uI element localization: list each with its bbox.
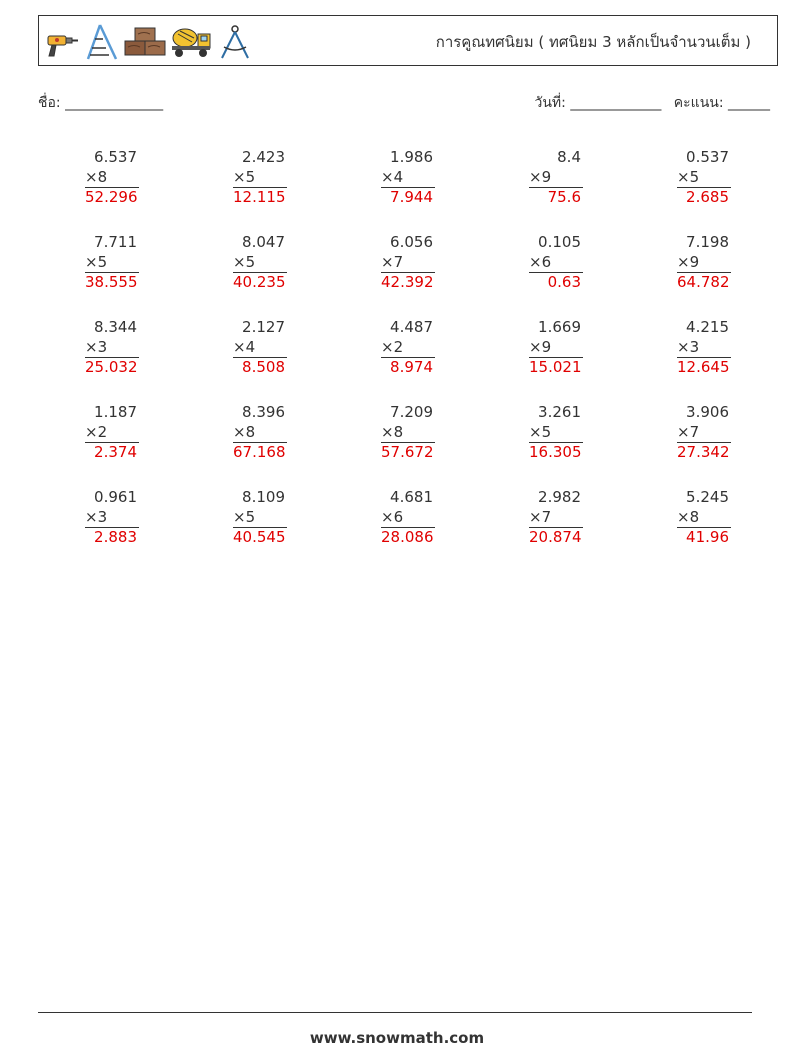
answer: 16.305 [529,443,582,461]
answer: 38.555 [85,273,138,291]
answer: 57.672 [381,443,434,461]
footer-divider [38,1012,752,1013]
ladder-icon [84,23,120,61]
multiplier: ×8 [677,507,700,526]
date-field: วันที่: _____________ [534,95,662,111]
worksheet-header [38,15,778,66]
answer: 28.086 [381,528,434,546]
multiplier: ×9 [677,252,700,271]
answer: 64.782 [677,273,730,291]
multiplier: ×2 [381,337,404,356]
compass-icon [216,23,254,61]
multiplier: ×9 [529,337,552,356]
multiplier: ×6 [529,252,552,271]
problem-item [233,318,287,378]
multiplicand: 6.056 [390,233,433,251]
multiplier: ×5 [677,167,700,186]
answer: 12.115 [233,188,286,206]
problem-item [529,403,583,463]
score-field: คะแนน: ______ [673,95,770,111]
multiplier: ×4 [381,167,404,186]
answer: 75.6 [529,187,583,208]
answer: 41.96 [677,527,731,548]
answer: 52.296 [85,188,138,206]
problem-item [233,488,287,548]
problem-item [677,233,731,293]
answer: 20.874 [529,528,582,546]
problem-item [381,233,435,293]
multiplicand: 2.423 [242,148,285,166]
multiplier: ×8 [381,422,404,441]
multiplier: ×3 [677,337,700,356]
problem-item [85,488,139,548]
problem-item [529,233,583,293]
multiplicand: 7.209 [390,403,433,421]
multiplicand: 4.681 [390,488,433,506]
answer: 40.545 [233,528,286,546]
problem-item [381,488,435,548]
problem-item [233,403,287,463]
multiplier: ×8 [85,167,108,186]
multiplicand: 8.109 [242,488,285,506]
multiplier: ×4 [233,337,256,356]
problem-item [85,403,139,463]
problem-item [85,233,139,293]
multiplicand: 0.961 [94,488,137,506]
multiplier: ×5 [85,252,108,271]
problem-item [381,148,435,208]
problem-item [677,488,731,548]
multiplicand: 0.537 [686,148,729,166]
name-field: ชื่อ: ______________ [38,95,164,111]
answer: 8.508 [233,357,287,378]
multiplicand: 4.215 [686,318,729,336]
multiplicand: 6.537 [94,148,137,166]
multiplicand: 7.711 [94,233,137,251]
multiplicand: 2.982 [538,488,581,506]
multiplicand: 8.4 [557,148,581,166]
multiplier: ×5 [233,252,256,271]
multiplicand: 8.396 [242,403,285,421]
multiplier: ×5 [233,507,256,526]
multiplier: ×6 [381,507,404,526]
answer: 0.63 [529,272,583,293]
problem-item [529,488,583,548]
problem-item [677,403,731,463]
multiplicand: 1.187 [94,403,137,421]
multiplier: ×9 [529,167,552,186]
worksheet-title: การคูณทศนิยม ( ทศนิยม 3 หลักเป็นจำนวนเต็ม ) [435,33,751,51]
multiplicand: 0.105 [538,233,581,251]
problem-item [381,403,435,463]
answer: 15.021 [529,358,582,376]
multiplicand: 5.245 [686,488,729,506]
answer: 2.883 [85,527,139,548]
multiplier: ×5 [529,422,552,441]
problem-item [381,318,435,378]
multiplier: ×8 [233,422,256,441]
multiplicand: 3.261 [538,403,581,421]
multiplicand: 8.047 [242,233,285,251]
multiplier: ×7 [529,507,552,526]
multiplier: ×5 [233,167,256,186]
answer: 67.168 [233,443,286,461]
multiplicand: 1.669 [538,318,581,336]
answer: 2.374 [85,442,139,463]
multiplier: ×7 [381,252,404,271]
answer: 8.974 [381,357,435,378]
cement-truck-icon [170,26,212,58]
multiplier: ×7 [677,422,700,441]
multiplier: ×3 [85,507,108,526]
header-icons [44,22,258,62]
answer: 42.392 [381,273,434,291]
multiplicand: 2.127 [242,318,285,336]
problem-item [529,318,583,378]
wood-logs-icon [124,27,166,57]
date-score-fields [535,92,771,114]
answer: 2.685 [677,187,731,208]
problem-item [233,148,287,208]
multiplicand: 3.906 [686,403,729,421]
multiplier: ×3 [85,337,108,356]
problem-item [233,233,287,293]
answer: 27.342 [677,443,730,461]
multiplicand: 7.198 [686,233,729,251]
footer-site: www.snowmath.com [309,1029,485,1047]
multiplicand: 4.487 [390,318,433,336]
problem-item [529,148,583,208]
problem-item [677,318,731,378]
drill-icon [44,24,80,60]
answer: 40.235 [233,273,286,291]
multiplicand: 8.344 [94,318,137,336]
answer: 25.032 [85,358,138,376]
problem-item [85,318,139,378]
multiplicand: 1.986 [390,148,433,166]
problem-item [677,148,731,208]
problem-item [85,148,139,208]
answer: 7.944 [381,187,435,208]
multiplier: ×2 [85,422,108,441]
answer: 12.645 [677,358,730,376]
